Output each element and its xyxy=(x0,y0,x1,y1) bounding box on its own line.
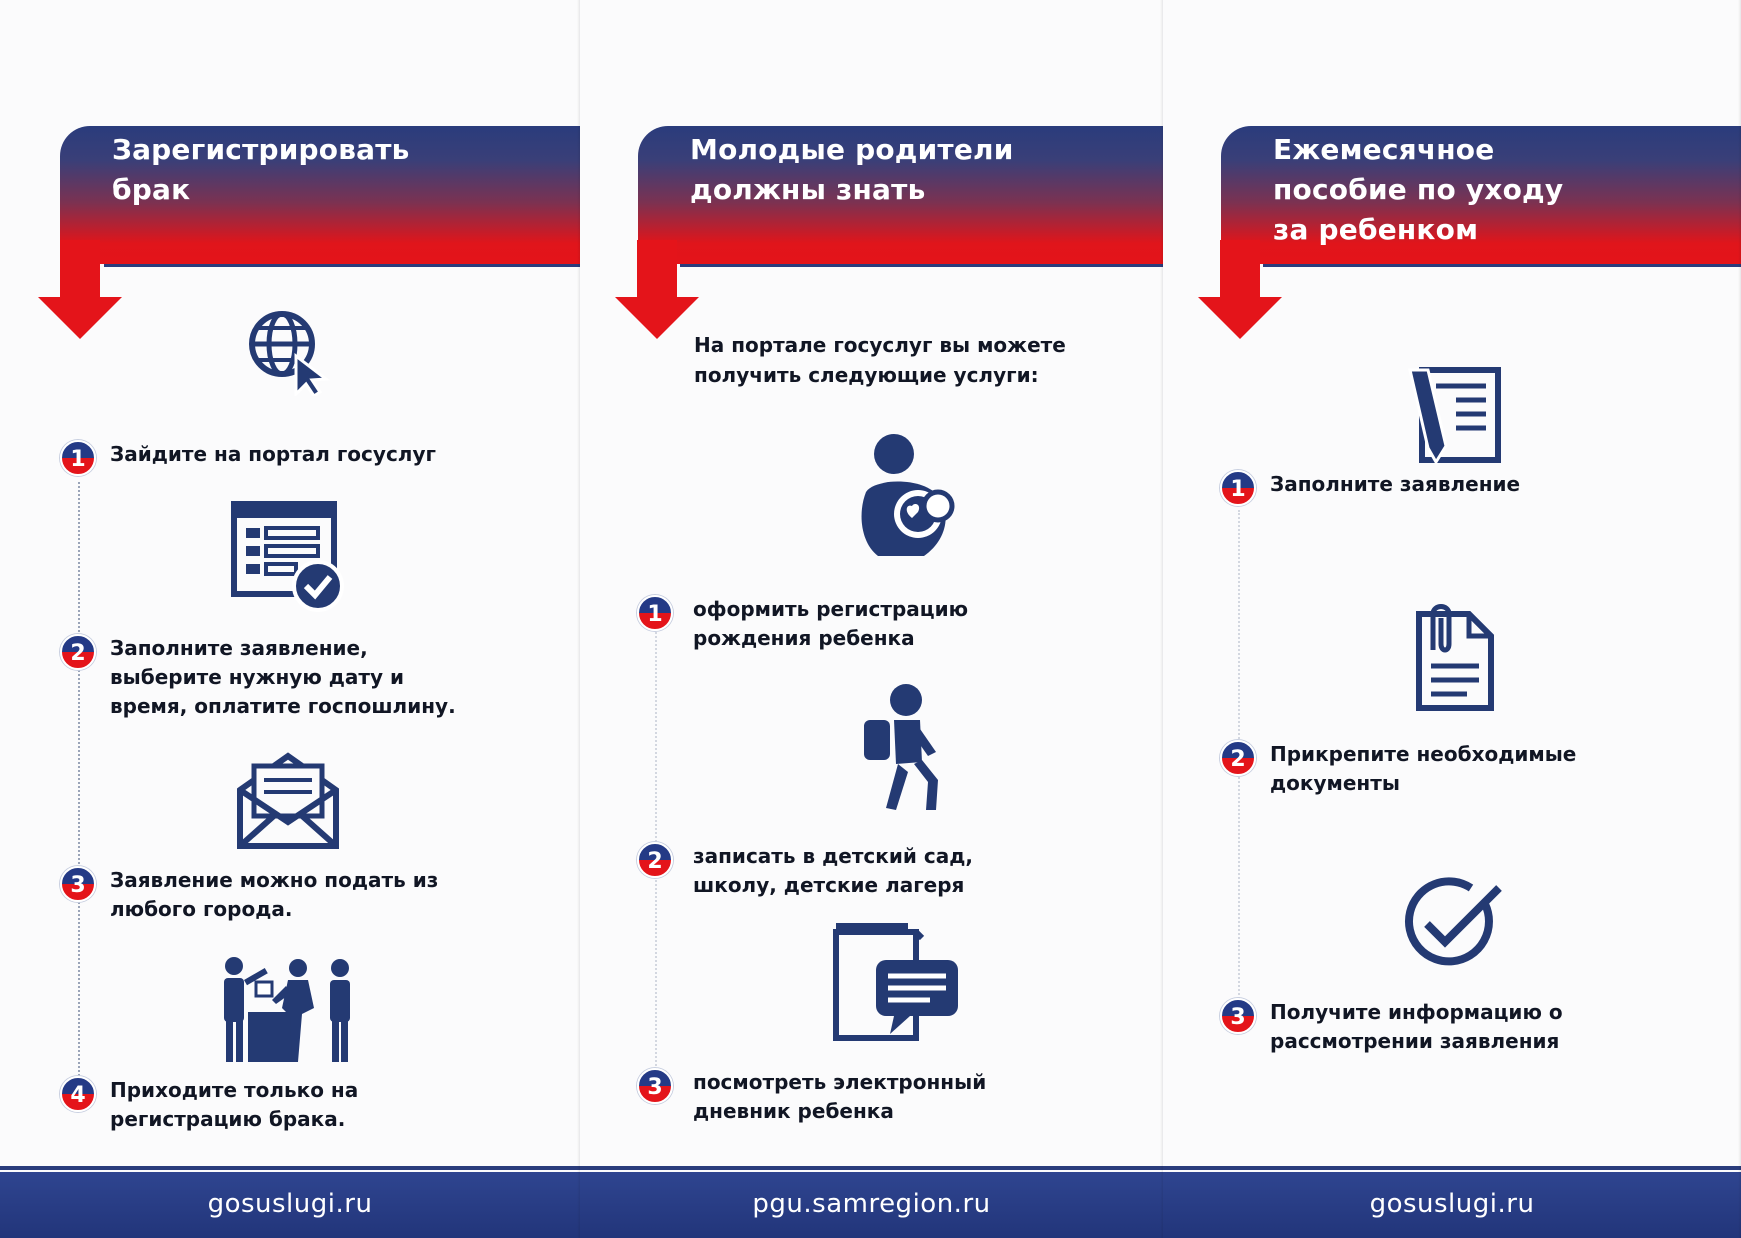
panel1-step-3 xyxy=(60,866,438,924)
panel2-red-arrow xyxy=(615,297,699,339)
step-text: Приходите только на регистрацию брака. xyxy=(110,1078,359,1131)
paperclip-document-icon xyxy=(1411,604,1501,714)
step-number-badge: 2 xyxy=(637,842,673,878)
arrow-stem xyxy=(1220,240,1260,298)
step-text: Заявление можно подать из любого города. xyxy=(110,868,439,921)
diary-chat-icon xyxy=(830,922,960,1042)
panel2-step-3 xyxy=(637,1068,986,1126)
panel1-banner xyxy=(60,126,580,264)
step-text: оформить регистрацию рождения ребенка xyxy=(693,597,969,650)
panel2-banner xyxy=(638,126,1163,264)
panel3-step-1 xyxy=(1220,470,1520,506)
step-number-badge: 3 xyxy=(637,1068,673,1104)
panel2-step-2 xyxy=(637,842,973,900)
panel1-title: Зарегистрировать брак xyxy=(112,133,410,206)
document-pen-icon xyxy=(1406,366,1506,466)
panel2-footer xyxy=(580,1172,1163,1238)
panel-young-parents xyxy=(580,0,1163,1238)
panel3-footer xyxy=(1163,1172,1741,1238)
step-number-badge: 4 xyxy=(60,1076,96,1112)
step-text: Заполните заявление xyxy=(1270,472,1521,496)
panel3-footer-url[interactable]: gosuslugi.ru xyxy=(1369,1189,1535,1219)
schoolchild-icon xyxy=(856,682,944,810)
panel1-footer-url[interactable]: gosuslugi.ru xyxy=(207,1189,373,1219)
globe-cursor-icon xyxy=(244,306,334,396)
panel1-step-1 xyxy=(60,440,436,476)
steps-connector xyxy=(78,482,80,1092)
arrow-stem xyxy=(60,240,100,298)
panel3-step-3 xyxy=(1220,998,1563,1056)
panel-marriage-registration xyxy=(0,0,580,1238)
banner-underline xyxy=(104,264,580,267)
step-text: Заполните заявление, выберите нужную дату и время, оплатите госпошлину. xyxy=(110,636,456,718)
panel-childcare-allowance xyxy=(1163,0,1741,1238)
panel3-red-arrow xyxy=(1198,297,1282,339)
step-text: посмотреть электронный дневник ребенка xyxy=(693,1070,987,1123)
mother-child-icon xyxy=(848,432,956,562)
step-number-badge: 1 xyxy=(60,440,96,476)
panel3-step-2 xyxy=(1220,740,1576,798)
panel1-footer xyxy=(0,1172,580,1238)
banner-underline xyxy=(1263,264,1741,267)
registry-office-icon xyxy=(216,956,356,1064)
panel1-step-4 xyxy=(60,1076,358,1134)
step-text: Прикрепите необходимые документы xyxy=(1270,742,1577,795)
checkmark-circle-icon xyxy=(1399,874,1509,974)
arrow-stem xyxy=(637,240,677,298)
step-number-badge: 2 xyxy=(1220,740,1256,776)
step-number-badge: 3 xyxy=(60,866,96,902)
panel2-intro: На портале госуслуг вы можете получить следующие услуги: xyxy=(694,333,1066,387)
panel1-step-2 xyxy=(60,634,456,721)
step-number-badge: 1 xyxy=(637,595,673,631)
step-number-badge: 3 xyxy=(1220,998,1256,1034)
envelope-icon xyxy=(236,750,340,850)
panel2-step-1 xyxy=(637,595,968,653)
step-text: Зайдите на портал госуслуг xyxy=(110,442,436,466)
panel2-footer-url[interactable]: pgu.samregion.ru xyxy=(752,1189,991,1219)
panel1-red-arrow xyxy=(38,297,122,339)
step-number-badge: 1 xyxy=(1220,470,1256,506)
banner-underline xyxy=(680,264,1163,267)
panel2-title: Молодые родители должны знать xyxy=(690,133,1014,206)
step-text: записать в детский сад, школу, детские лагеря xyxy=(693,844,973,897)
panel3-banner xyxy=(1221,126,1741,264)
panel3-title: Ежемесячное пособие по уходу за ребенком xyxy=(1273,133,1564,246)
step-text: Получите информацию о рассмотрении заявления xyxy=(1270,1000,1563,1053)
form-check-icon xyxy=(230,500,350,615)
step-number-badge: 2 xyxy=(60,634,96,670)
